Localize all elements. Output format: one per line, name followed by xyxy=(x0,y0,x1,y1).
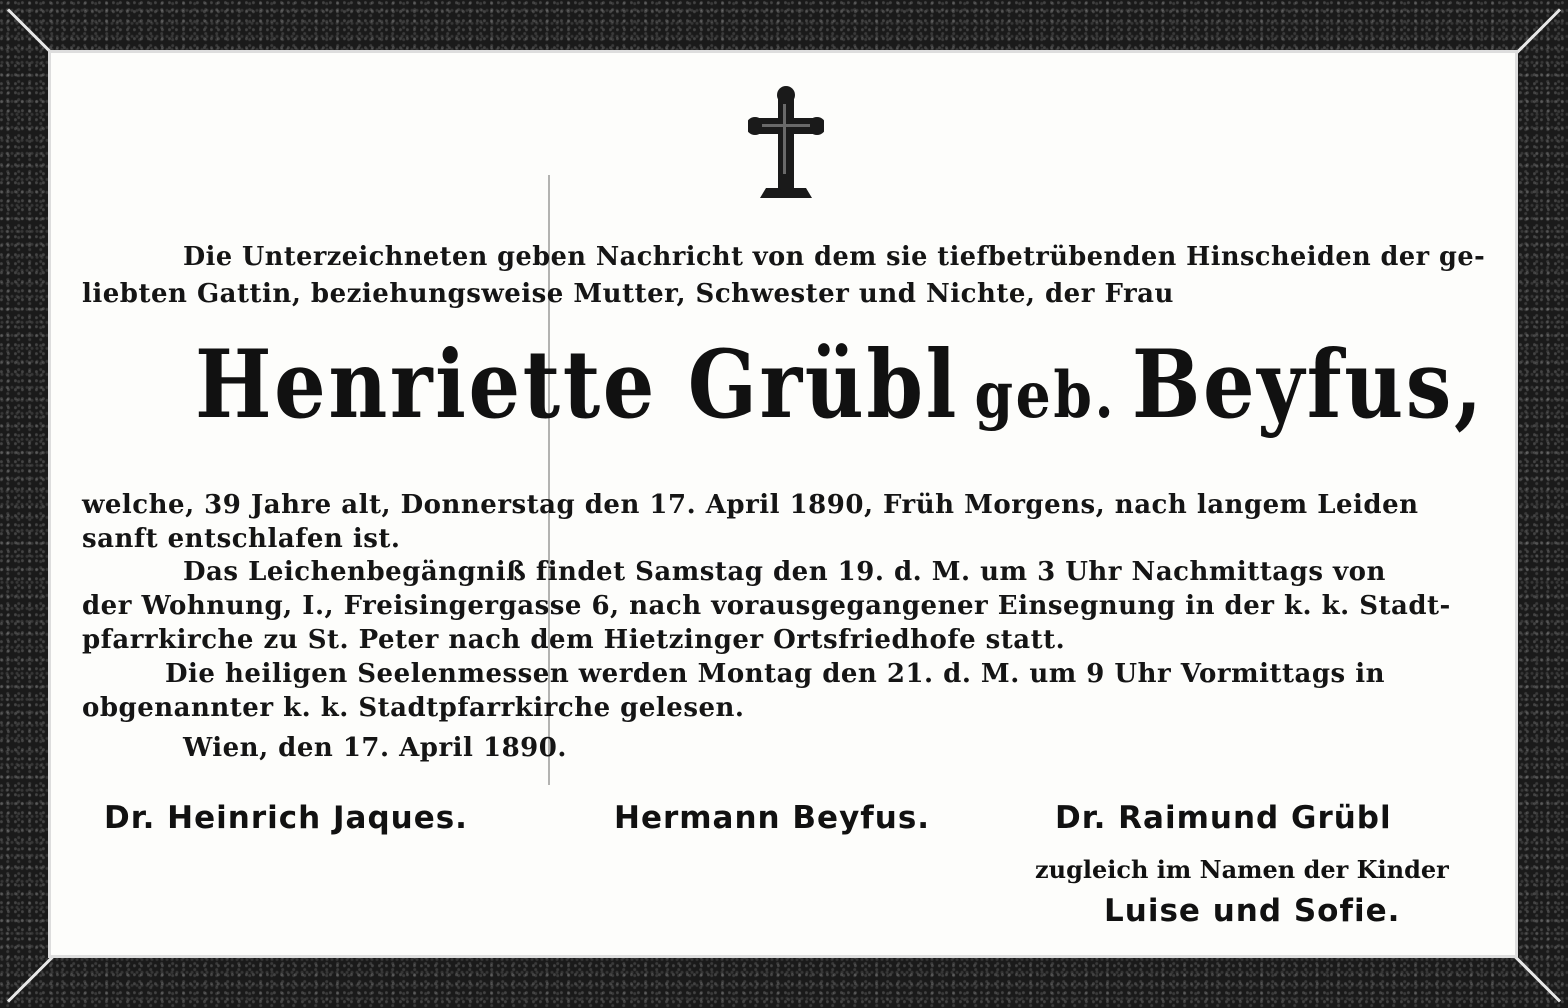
body-line-6: Die heiligen Seelenmessen werden Montag den 21. d. M. um 9 Uhr Vormittags in xyxy=(165,659,1385,689)
body-line-1: welche, 39 Jahre alt, Donnerstag den 17. April 1890, Früh Morgens, nach langem Leiden xyxy=(82,490,1419,520)
intro-line-2: liebten Gattin, beziehungsweise Mutter, Schwester und Nichte, der Frau xyxy=(82,279,1174,309)
signer-note: zugleich im Namen der Kinder xyxy=(1035,855,1449,884)
intro-line-1: Die Unterzeichneten geben Nachricht von dem sie tiefbetrübenden Hinscheiden der ge- xyxy=(183,242,1486,272)
signer-heinrich-jaques: Dr. Heinrich Jaques. xyxy=(104,800,468,836)
body-line-4: der Wohnung, I., Freisingergasse 6, nach vorausgegangener Einsegnung in der k. k. Stadt- xyxy=(82,591,1451,621)
signer-children: Luise und Sofie. xyxy=(1104,893,1401,929)
body-line-3: Das Leichenbegängniß findet Samstag den 19. d. M. um 3 Uhr Nachmittags von xyxy=(183,557,1386,587)
signer-raimund-gruebl: Dr. Raimund Grübl xyxy=(1055,800,1392,836)
body-line-2: sanft entschlafen ist. xyxy=(82,524,401,554)
deceased-name xyxy=(195,330,1485,440)
border-corner-line xyxy=(7,951,59,1003)
latin-cross-icon xyxy=(748,86,824,202)
body-line-7: obgenannter k. k. Stadtpfarrkirche gelesen. xyxy=(82,693,745,723)
deceased-first-last: Henriette Grübl xyxy=(195,330,959,440)
deceased-maiden-name: Beyfus, xyxy=(1131,330,1485,440)
border-corner-line xyxy=(1509,951,1561,1003)
body-line-5: pfarrkirche zu St. Peter nach dem Hietzinger Ortsfriedhofe statt. xyxy=(82,625,1066,655)
deceased-geb: geb. xyxy=(974,358,1117,433)
dateline: Wien, den 17. April 1890. xyxy=(183,733,567,763)
signer-hermann-beyfus: Hermann Beyfus. xyxy=(614,800,931,836)
